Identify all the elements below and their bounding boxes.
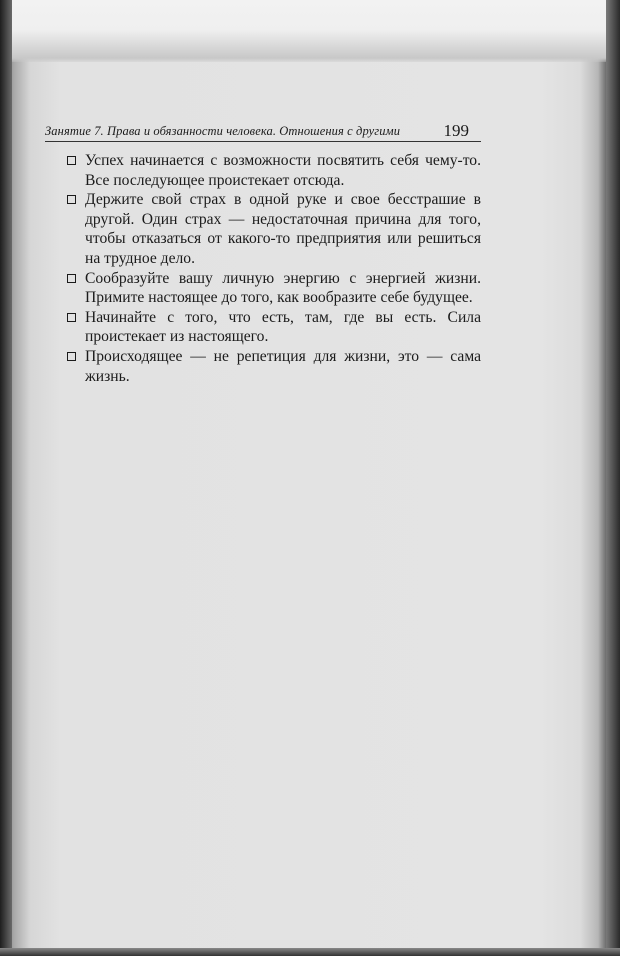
list-item-text: Успех начинается с возможности посвятить себя чему-то. Все последующее проистекает отсюда. bbox=[85, 152, 481, 189]
bottom-edge-shadow bbox=[0, 948, 620, 956]
left-edge-shadow bbox=[0, 0, 12, 956]
right-edge-shadow bbox=[606, 0, 620, 956]
list-item-text: Держите свой страх в одной руке и свое бесстрашие в другой. Один страх — недостаточная причина для того, чтобы отказаться от какого-то предприятия или решиться на трудное дело. bbox=[85, 191, 481, 267]
page-number: 199 bbox=[443, 121, 469, 140]
running-head-title: Занятие 7. Права и обязанности человека. Отношения с другими bbox=[45, 124, 401, 138]
list-item-text: Сообразуйте вашу личную энергию с энергией жизни. Примите настоящее до того, как вообразите себе будущее. bbox=[85, 269, 481, 307]
checklist bbox=[67, 151, 481, 386]
list-item bbox=[67, 347, 481, 386]
list-item-text: Начинайте с того, что есть, там, где вы есть. Сила проистекает из настоящего. bbox=[85, 308, 481, 346]
list-item bbox=[67, 151, 481, 190]
top-margin-shadow bbox=[0, 0, 620, 62]
list-item bbox=[67, 190, 481, 268]
checkbox-icon bbox=[67, 195, 76, 204]
checkbox-icon bbox=[67, 313, 76, 322]
checkbox-icon bbox=[67, 352, 76, 361]
list-item-text: Происходящее — не репетиция для жизни, это — сама жизнь. bbox=[85, 347, 481, 385]
list-item bbox=[67, 269, 481, 308]
checkbox-icon bbox=[67, 274, 76, 283]
page-content bbox=[45, 122, 481, 386]
checkbox-icon bbox=[67, 156, 76, 165]
list-item bbox=[67, 308, 481, 347]
running-head bbox=[45, 122, 481, 142]
